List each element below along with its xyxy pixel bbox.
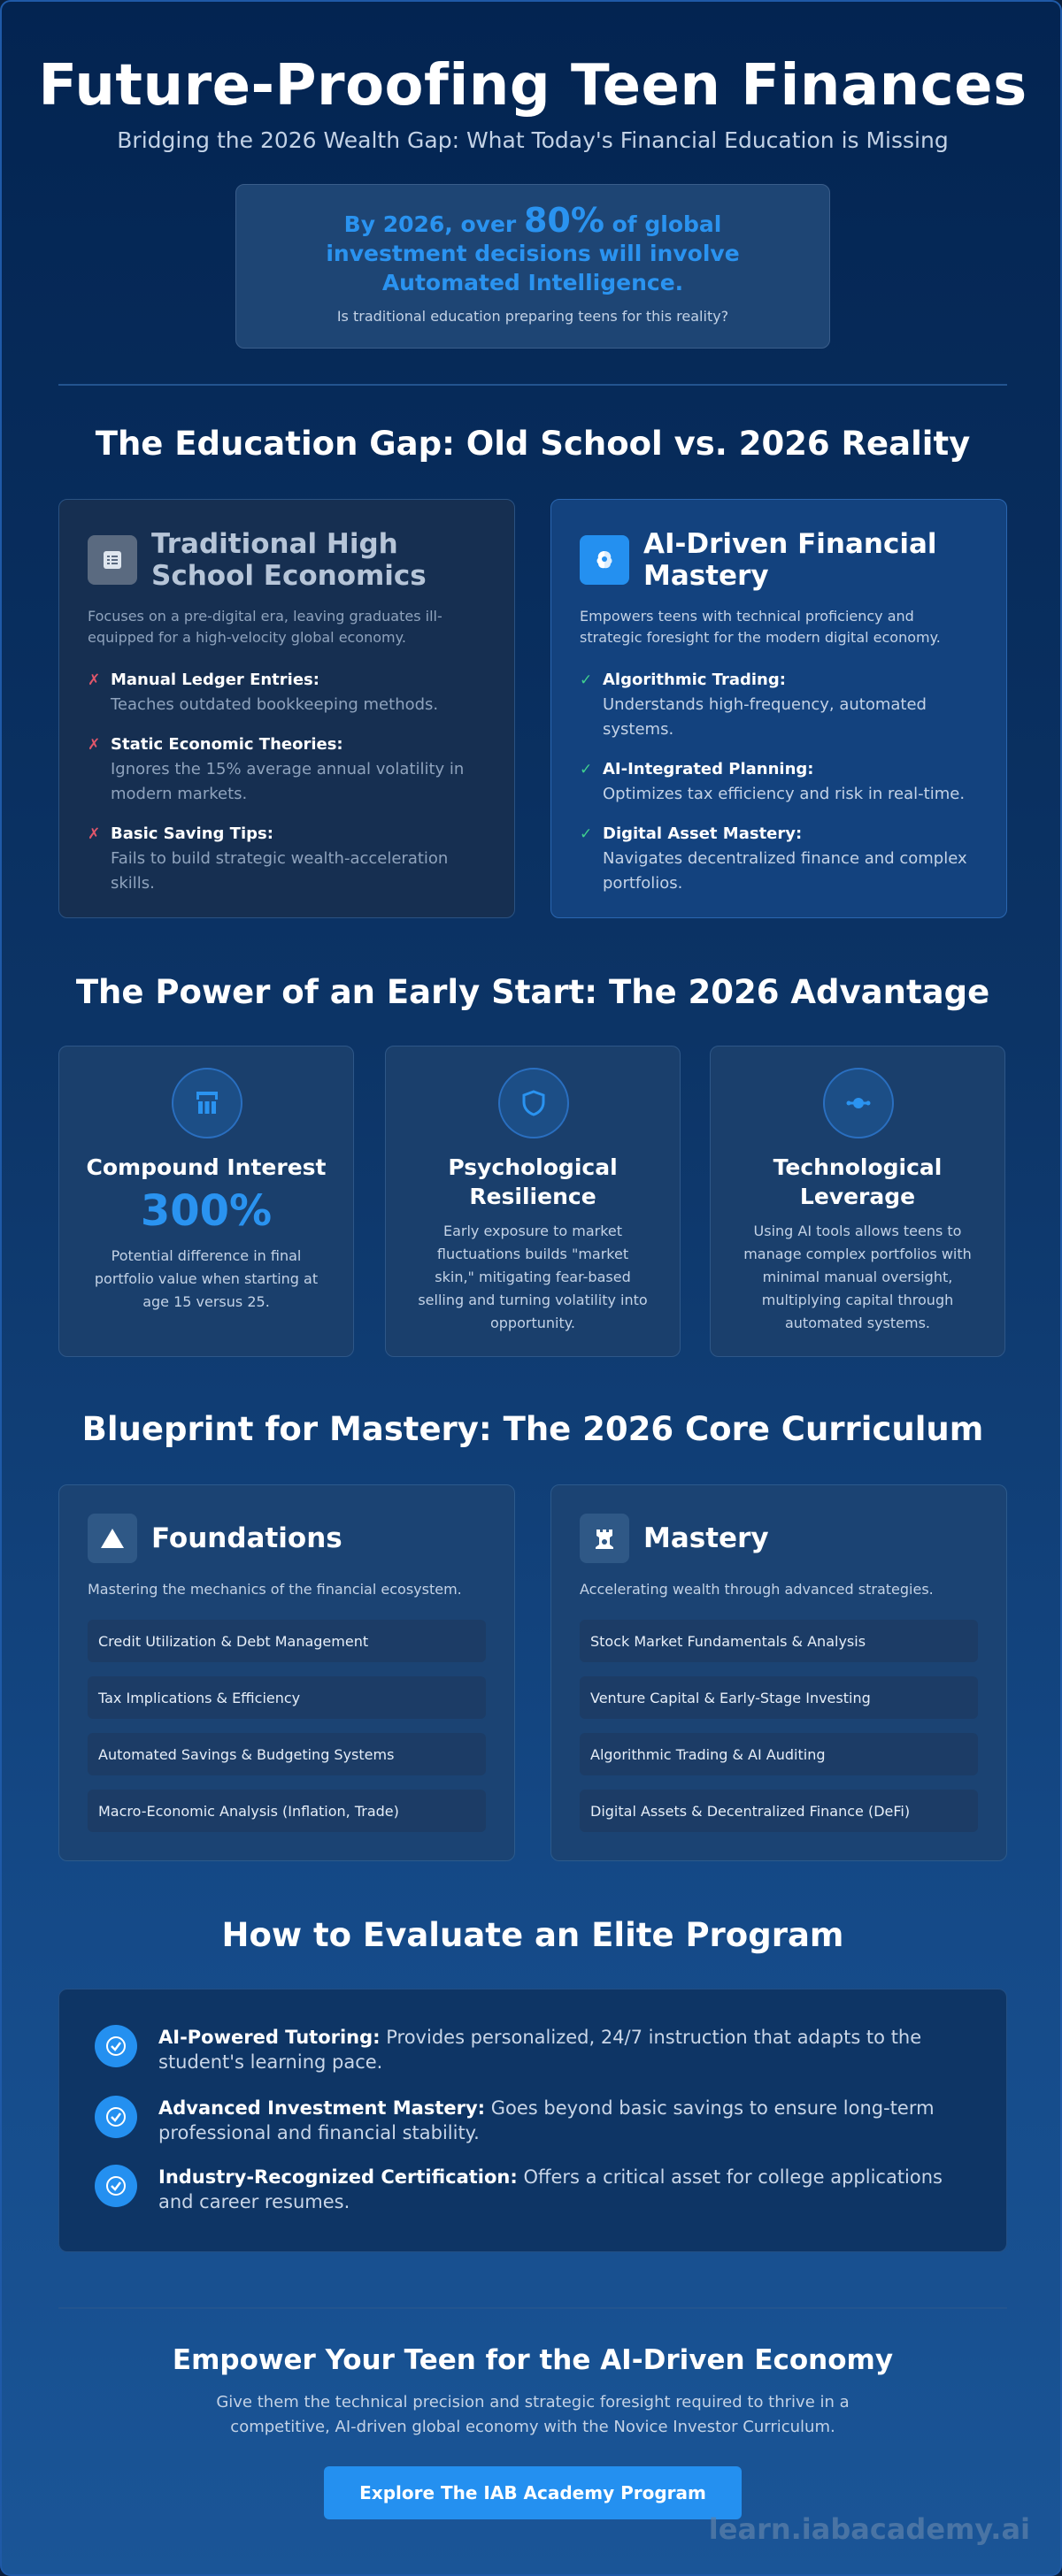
explore-program-button[interactable]: Explore The IAB Academy Program xyxy=(324,2466,742,2519)
curriculum-item: Tax Implications & Efficiency xyxy=(88,1676,486,1719)
advantage-card-title: Compound Interest xyxy=(86,1154,327,1180)
check-icon: ✓ xyxy=(580,671,593,689)
evaluate-item xyxy=(95,2096,971,2145)
list-item xyxy=(580,757,978,807)
stat-value: 80% xyxy=(523,201,604,240)
stat-headline xyxy=(236,201,829,297)
evaluate-item xyxy=(95,2165,971,2214)
check-icon: ✓ xyxy=(580,761,593,778)
cross-icon: ✗ xyxy=(88,671,101,689)
traditional-list xyxy=(88,668,486,911)
evaluate-item-title: AI-Powered Tutoring: xyxy=(158,2027,381,2048)
mastery-list xyxy=(580,1620,978,1846)
page-title: Future-Proofing Teen Finances xyxy=(38,53,1027,119)
triangle-icon xyxy=(88,1514,137,1563)
check-circle-icon xyxy=(95,2096,137,2138)
chess-rook-icon xyxy=(580,1514,629,1563)
advantage-section-title: The Power of an Early Start: The 2026 Advantage xyxy=(75,973,990,1011)
check-circle-icon xyxy=(95,2025,137,2067)
advantage-card-leverage xyxy=(710,1046,1005,1357)
curriculum-item: Stock Market Fundamentals & Analysis xyxy=(580,1620,978,1662)
advantage-card-text: Using AI tools allows teens to manage complex portfolios with minimal manual oversight, multiplying capital through automated systems. xyxy=(743,1223,972,1331)
curriculum-section-title: Blueprint for Mastery: The 2026 Core Curriculum xyxy=(81,1410,984,1448)
ai-driven-card-title: AI-Driven Financial Mastery xyxy=(643,528,937,592)
gap-section-title: The Education Gap: Old School vs. 2026 Reality xyxy=(95,425,971,463)
stat-suffix: of global investment decisions will involve Automated Intelligence. xyxy=(326,211,740,295)
item-title: AI-Integrated Planning: xyxy=(603,760,814,778)
list-item xyxy=(580,668,978,742)
evaluate-item-desc: Provides personalized, 24/7 instruction that adapts to the student's learning pace. xyxy=(158,2027,922,2073)
advantage-big-stat: 300% xyxy=(140,1186,273,1236)
ai-driven-card-desc: Empowers teens with technical proficiency and strategic foresight for the modern digital economy. xyxy=(580,608,941,646)
item-text: Understands high-frequency, automated systems. xyxy=(603,695,927,739)
item-text: Fails to build strategic wealth-acceleration skills. xyxy=(111,849,449,893)
bank-icon xyxy=(172,1068,242,1138)
divider xyxy=(58,2307,1007,2309)
item-text: Teaches outdated bookkeeping methods. xyxy=(111,695,439,714)
evaluate-item xyxy=(95,2025,971,2074)
evaluate-box xyxy=(58,1989,1007,2252)
cross-icon: ✗ xyxy=(88,825,101,843)
advantage-card-title: Technological Leverage xyxy=(773,1154,943,1209)
evaluate-text xyxy=(158,2165,971,2214)
foundations-card-title: Foundations xyxy=(151,1522,342,1554)
advantage-card-resilience xyxy=(385,1046,681,1357)
traditional-card-title: Traditional High School Economics xyxy=(151,528,427,592)
mastery-card xyxy=(550,1484,1007,1861)
advantage-card-compound xyxy=(58,1046,354,1357)
evaluate-item-desc: Goes beyond basic savings to ensure long-term professional and financial stability. xyxy=(158,2097,935,2143)
cross-icon: ✗ xyxy=(88,736,101,754)
ledger-icon xyxy=(88,535,137,585)
check-icon: ✓ xyxy=(580,825,593,843)
item-text: Optimizes tax efficiency and risk in real-time. xyxy=(603,785,966,803)
ai-driven-card xyxy=(550,499,1007,918)
traditional-card-desc: Focuses on a pre-digital era, leaving graduates ill-equipped for a high-velocity global economy. xyxy=(88,608,442,646)
evaluate-section-title: How to Evaluate an Elite Program xyxy=(221,1916,844,1954)
item-text: Ignores the 15% average annual volatility in modern markets. xyxy=(111,760,465,803)
item-text: Navigates decentralized finance and complex portfolios. xyxy=(603,849,967,893)
mastery-card-desc: Accelerating wealth through advanced strategies. xyxy=(580,1581,934,1598)
item-title: Basic Saving Tips: xyxy=(111,824,273,843)
foundations-list xyxy=(88,1620,486,1846)
foundations-card-desc: Mastering the mechanics of the financial ecosystem. xyxy=(88,1581,462,1598)
ai-driven-card-header xyxy=(580,528,971,592)
item-title: Manual Ledger Entries: xyxy=(111,671,319,689)
foundations-card-header xyxy=(88,1514,342,1563)
shield-icon xyxy=(498,1068,569,1138)
advantage-card-text: Early exposure to market fluctuations builds "market skin," mitigating fear-based selling and turning volatility into opportunity. xyxy=(418,1223,648,1331)
stat-callout xyxy=(235,184,830,349)
page-subtitle: Bridging the 2026 Wealth Gap: What Today's Financial Education is Missing xyxy=(117,127,949,153)
cta-text: Give them the technical precision and strategic foresight required to thrive in a competitive, AI-driven global economy with the Novice Investor Curriculum. xyxy=(216,2393,850,2436)
mastery-card-title: Mastery xyxy=(643,1522,769,1554)
cta-title: Empower Your Teen for the AI-Driven Economy xyxy=(172,2344,894,2376)
curriculum-item: Credit Utilization & Debt Management xyxy=(88,1620,486,1662)
brain-icon xyxy=(580,535,629,585)
advantage-card-title: Psychological Resilience xyxy=(448,1154,618,1209)
list-item xyxy=(88,822,486,896)
curriculum-item: Automated Savings & Budgeting Systems xyxy=(88,1733,486,1775)
evaluate-item-desc: Offers a critical asset for college applications and career resumes. xyxy=(158,2166,943,2212)
stat-prefix: By 2026, over xyxy=(343,211,524,237)
check-circle-icon xyxy=(95,2165,137,2207)
network-icon xyxy=(823,1068,894,1138)
curriculum-item: Algorithmic Trading & AI Auditing xyxy=(580,1733,978,1775)
traditional-card xyxy=(58,499,515,918)
list-item xyxy=(88,732,486,807)
stat-question: Is traditional education preparing teens for this reality? xyxy=(336,308,729,325)
curriculum-item: Macro-Economic Analysis (Inflation, Trade) xyxy=(88,1790,486,1832)
evaluate-item-title: Industry-Recognized Certification: xyxy=(158,2166,518,2188)
evaluate-item-title: Advanced Investment Mastery: xyxy=(158,2097,486,2119)
divider xyxy=(58,384,1007,386)
foundations-card xyxy=(58,1484,515,1861)
mastery-card-header xyxy=(580,1514,769,1563)
evaluate-text xyxy=(158,2096,971,2145)
curriculum-item: Venture Capital & Early-Stage Investing xyxy=(580,1676,978,1719)
curriculum-item: Digital Assets & Decentralized Finance (DeFi) xyxy=(580,1790,978,1832)
advantage-card-text: Potential difference in final portfolio value when starting at age 15 versus 25. xyxy=(94,1247,319,1310)
traditional-card-header xyxy=(88,528,470,592)
ai-driven-list xyxy=(580,668,978,911)
list-item xyxy=(580,822,978,896)
watermark: learn.iabacademy.ai xyxy=(708,2512,1030,2546)
item-title: Digital Asset Mastery: xyxy=(603,824,803,843)
list-item xyxy=(88,668,486,717)
evaluate-text xyxy=(158,2025,971,2074)
item-title: Static Economic Theories: xyxy=(111,735,343,754)
item-title: Algorithmic Trading: xyxy=(603,671,786,689)
